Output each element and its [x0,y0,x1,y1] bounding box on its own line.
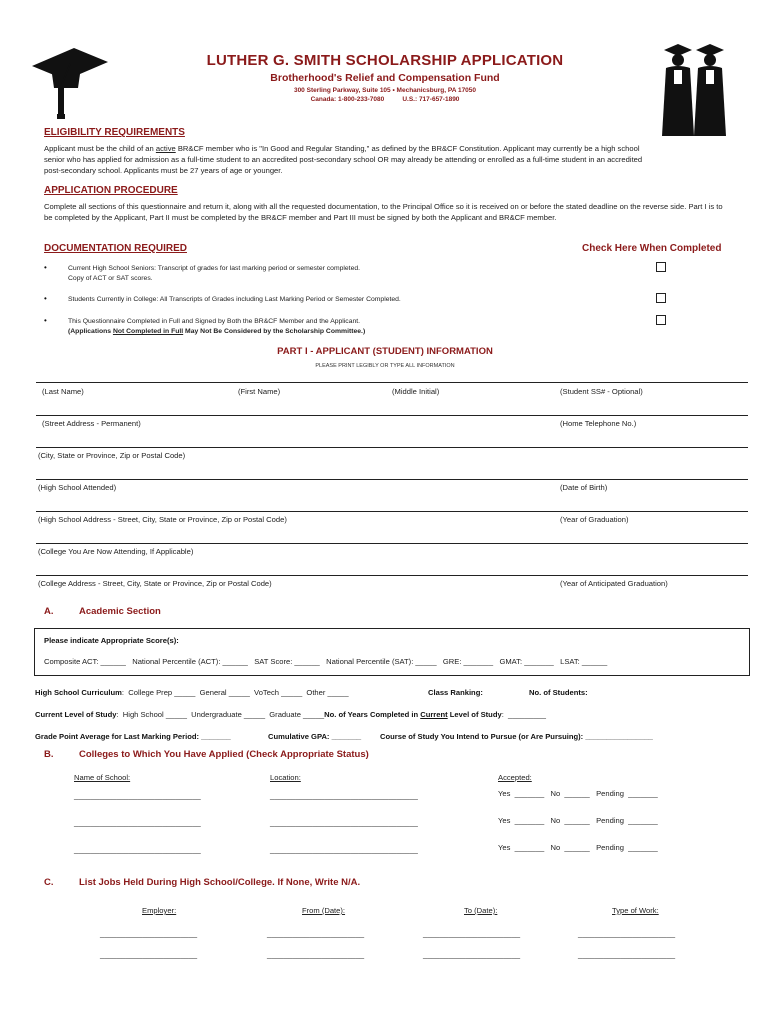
organization-name: Brotherhood's Relief and Compensation Fund [270,72,500,84]
part1-note: PLEASE PRINT LEGIBLY OR TYPE ALL INFORMATION [315,363,455,369]
employer-field-1[interactable]: _______________________ [100,929,198,938]
bullet: • [44,294,47,303]
status-row-2[interactable]: Yes _______ No ______ Pending _______ [498,816,658,825]
doc-item-3 [68,317,365,337]
doc-item-3-line2 [68,327,365,337]
employer-field-2[interactable]: _______________________ [100,950,198,959]
procedure-heading: APPLICATION PROCEDURE [44,185,178,196]
eligibility-heading: ELIGIBILITY REQUIREMENTS [44,127,185,138]
school-name-field-2[interactable]: ______________________________ [74,818,201,827]
years-completed-post: Level of Study [447,710,502,719]
college-address-field[interactable]: (College Address - Street, City, State or Province, Zip or Postal Code) [38,579,272,588]
doc-item-3-line1: This Questionnaire Completed in Full and Signed by Both the BR&CF Member and the Applicant. [68,318,361,325]
type-of-work-field-1[interactable]: _______________________ [578,929,676,938]
doc-item-3-checkbox[interactable] [656,315,666,325]
field-line [36,415,748,416]
city-field[interactable]: (City, State or Province, Zip or Postal Code) [38,451,186,460]
part1-heading: PART I - APPLICANT (STUDENT) INFORMATION [277,346,493,357]
curriculum-row[interactable] [35,688,349,697]
years-completed-underlined: Current [420,710,448,719]
bullet: • [44,316,47,325]
school-name-field-1[interactable]: ______________________________ [74,791,201,800]
home-phone-field[interactable]: (Home Telephone No.) [560,419,637,428]
field-line [36,382,748,383]
middle-initial-field[interactable]: (Middle Initial) [392,387,440,396]
col-from-date: From (Date): [302,906,346,915]
col-location: Location: [270,773,301,782]
gpa-field[interactable]: Grade Point Average for Last Marking Period: _______ [35,732,231,741]
location-field-2[interactable]: ___________________________________ [270,818,418,827]
doc-item-1 [68,264,360,284]
anticipated-graduation-field[interactable]: (Year of Anticipated Graduation) [560,579,668,588]
study-level-options[interactable]: : High School _____ Undergraduate _____ Graduate _____ [116,710,325,719]
eligibility-text [44,143,650,176]
high-school-field[interactable]: (High School Attended) [38,483,117,492]
years-completed-blank[interactable]: : _________ [501,710,547,719]
procedure-text: Complete all sections of this questionnaire and return it, along with all the requested documentation, to the Principal Office so it is received on or before the stated deadline on the reverse side. Part I is to be completed by the Applicant, Part II must be completed by the BR&CF member and Part III must be signed by both the Applicant and BR&CF member. [44,202,723,222]
section-b-letter: B. [44,749,54,760]
col-school-name: Name of School: [74,773,131,782]
col-type-of-work: Type of Work: [612,906,659,915]
doc-item-3-line2-post: May Not Be Considered by the Scholarship Committee.) [183,328,366,335]
address-block [0,86,770,104]
documentation-heading: DOCUMENTATION REQUIRED [44,243,187,254]
address-line-2: Canada: 1-800-233-7080 U.S.: 717-657-1890 [310,96,460,103]
form-title: LUTHER G. SMITH SCHOLARSHIP APPLICATION [206,52,564,69]
cumulative-gpa-field[interactable]: Cumulative GPA: _______ [268,732,362,741]
section-a-title: Academic Section [79,606,161,617]
check-heading: Check Here When Completed [582,243,722,254]
ssn-field[interactable]: (Student SS# - Optional) [560,387,643,396]
to-date-field-2[interactable]: _______________________ [423,950,521,959]
date-of-birth-field[interactable]: (Date of Birth) [560,483,608,492]
school-name-field-3[interactable]: ______________________________ [74,845,201,854]
doc-item-2: Students Currently in College: All Transcripts of Grades including Last Marking Period or Semester Completed. [68,296,401,303]
section-a-letter: A. [44,606,54,617]
section-c-letter: C. [44,877,54,888]
field-line [36,447,748,448]
section-b-title: Colleges to Which You Have Applied (Check Appropriate Status) [79,749,369,760]
doc-item-2-checkbox[interactable] [656,293,666,303]
doc-item-1-checkbox[interactable] [656,262,666,272]
field-line [36,543,748,544]
location-field-1[interactable]: ___________________________________ [270,791,418,800]
course-of-study-field[interactable]: Course of Study You Intend to Pursue (or Are Pursuing): ________________ [380,732,653,741]
hs-address-field[interactable]: (High School Address - Street, City, State or Province, Zip or Postal Code) [38,515,287,524]
bullet: • [44,263,47,272]
class-ranking-field[interactable]: Class Ranking: [428,688,483,697]
doc-item-1-line2: Copy of ACT or SAT scores. [68,275,153,282]
curriculum-options[interactable]: : College Prep _____ General _____ VoTech _____ Other _____ [121,688,349,697]
field-line [36,511,748,512]
address-line-1: 300 Sterling Parkway, Suite 105 • Mechanicsburg, PA 17050 [293,87,477,94]
field-line [36,479,748,480]
eligibility-text-pre: Applicant must be the child of an [44,144,156,153]
location-field-3[interactable]: ___________________________________ [270,845,418,854]
from-date-field-1[interactable]: _______________________ [267,929,365,938]
col-employer: Employer: [142,906,177,915]
study-level-row[interactable] [35,710,546,719]
eligibility-text-post: BR&CF member who is "In Good and Regular Standing," as defined by the BR&CF Constitution. Applicant may currently be a high school senior who has applied for admission as a full-time student to an accredited post-secondary school OR may already be attending or enrolled as a full-time student in an accredited post-secondary school. Applicants must be 27 years of age or younger. [44,144,643,175]
to-date-field-1[interactable]: _______________________ [423,929,521,938]
col-accepted: Accepted: [498,773,532,782]
type-of-work-field-2[interactable]: _______________________ [578,950,676,959]
num-students-field[interactable]: No. of Students: [529,688,588,697]
status-row-1[interactable]: Yes _______ No ______ Pending _______ [498,789,658,798]
scores-line[interactable]: Composite ACT: ______ National Percentile (ACT): ______ SAT Score: ______ National Percentile (SAT): _____ GRE: _______ GMAT: _______ LSAT: ______ [44,657,608,666]
col-to-date: To (Date): [464,906,498,915]
doc-item-3-line2-underlined: Not Completed in Full [112,328,184,335]
field-line [36,575,748,576]
college-field[interactable]: (College You Are Now Attending, If Applicable) [38,547,194,556]
years-completed-pre: No. of Years Completed in [324,710,421,719]
eligibility-active-word: active [155,144,176,153]
graduation-year-field[interactable]: (Year of Graduation) [560,515,629,524]
last-name-field[interactable]: (Last Name) [42,387,84,396]
study-level-label: Current Level of Study [35,710,117,719]
street-address-field[interactable]: (Street Address - Permanent) [42,419,141,428]
first-name-field[interactable]: (First Name) [238,387,281,396]
section-c-title: List Jobs Held During High School/College. If None, Write N/A. [79,877,361,888]
doc-item-3-line2-pre: (Applications [68,328,113,335]
status-row-3[interactable]: Yes _______ No ______ Pending _______ [498,843,658,852]
doc-item-1-line1: Current High School Seniors: Transcript of grades for last marking period or semester completed. [68,265,361,272]
scores-heading: Please indicate Appropriate Score(s): [44,636,179,645]
curriculum-label: High School Curriculum [35,688,122,697]
from-date-field-2[interactable]: _______________________ [267,950,365,959]
